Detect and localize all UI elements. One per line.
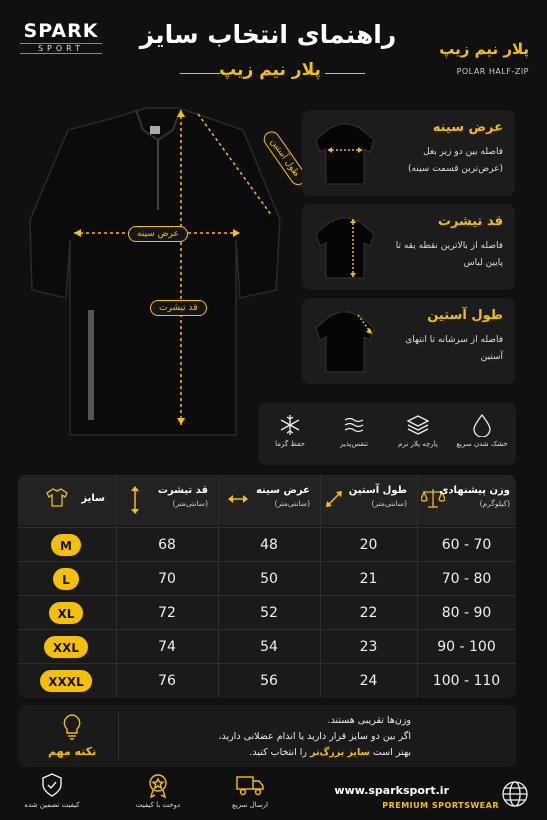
card-title: قد تیشرت <box>437 214 503 229</box>
footer-label: دوخت با کیفیت <box>135 801 181 809</box>
feature-label: تنفس‌پذیر <box>340 440 368 448</box>
header-label: وزن پیشنهادی (کیلوگرم) <box>439 485 510 508</box>
medal-icon <box>145 772 171 798</box>
card-desc: فاصله از سرشانه تا انتهای آستین <box>405 335 503 362</box>
diagonal-arrow-icon <box>324 489 344 509</box>
card-chest <box>302 110 515 196</box>
page-subtitle: پلار نیم زیپ <box>219 60 321 80</box>
shield-check-icon <box>39 772 65 798</box>
globe-icon <box>501 780 529 808</box>
note-highlight: سایز بزرگ‌تر <box>310 747 370 758</box>
truck-icon <box>235 772 265 798</box>
footer-label: کیفیت تضمین شده <box>24 801 80 809</box>
note-line: وزن‌ها تقریبی هستند. <box>327 715 411 726</box>
size-badge: XL <box>49 602 83 624</box>
cell-sleeve: 22 <box>359 605 378 621</box>
shirt-icon <box>18 100 298 445</box>
table-row <box>18 629 516 663</box>
page-title: راهنمای انتخاب سایز <box>139 20 397 49</box>
footer-item <box>12 772 92 809</box>
feature-label: خشک شدن سریع <box>456 440 508 448</box>
cell-chest: 56 <box>260 673 278 689</box>
features-bar <box>258 403 516 465</box>
header-chest <box>223 475 320 525</box>
note-line: بهتر است سایز بزرگ‌تر را انتخاب کنید. <box>249 747 411 758</box>
shirt-illustration <box>18 100 298 445</box>
tshirt-icon <box>46 487 68 507</box>
card-desc: فاصله بین دو زیر بغل (عرض‌ترین قسمت سینه) <box>408 147 503 174</box>
card-title: عرض سینه <box>432 120 503 135</box>
layers-icon <box>406 413 430 437</box>
cell-sleeve: 24 <box>359 673 378 689</box>
header-label: عرض سینه (سانتی‌متر) <box>255 485 310 508</box>
snowflake-icon <box>278 413 302 437</box>
cell-sleeve: 20 <box>359 537 378 553</box>
important-note <box>18 705 516 767</box>
cell-weight: 70 - 80 <box>441 571 492 587</box>
horizontal-arrow-icon <box>227 493 249 505</box>
product-name-fa: پلار نیم زیپ <box>439 40 529 58</box>
card-title: طول آستین <box>427 308 503 323</box>
cell-length: 70 <box>158 571 176 587</box>
vertical-arrow-icon <box>129 485 141 515</box>
table-row <box>18 595 516 629</box>
cell-chest: 54 <box>260 639 278 655</box>
header-weight <box>417 475 516 525</box>
header-sleeve <box>320 475 417 525</box>
header-length <box>121 475 218 525</box>
tagline: PREMIUM SPORTSWEAR <box>382 801 499 810</box>
footer <box>0 768 547 820</box>
cell-chest: 50 <box>260 571 278 587</box>
card-desc: فاصله از بالاترین نقطه یقه تا پایین لباس <box>395 241 503 268</box>
feature-item <box>450 403 514 465</box>
shirt-length-icon <box>308 210 382 284</box>
cell-weight: 90 - 100 <box>437 639 496 655</box>
note-line: اگر بین دو سایز قرار دارید یا اندام عضلانی دارید، <box>218 731 411 742</box>
feature-item <box>322 403 386 465</box>
product-name-en: POLAR HALF-ZIP <box>456 67 529 76</box>
shirt-chest-icon <box>308 116 382 190</box>
table-header <box>18 475 516 525</box>
website-link[interactable]: www.sparksport.ir <box>334 784 449 797</box>
size-badge: L <box>53 568 79 590</box>
table-row <box>18 561 516 595</box>
cell-length: 74 <box>158 639 176 655</box>
card-length <box>302 204 515 290</box>
drop-icon <box>470 413 494 437</box>
size-table <box>18 475 516 698</box>
cell-length: 76 <box>158 673 176 689</box>
footer-item <box>118 772 198 809</box>
sleeve-label: طول آستین <box>261 128 309 188</box>
table-row <box>18 663 516 697</box>
cell-sleeve: 21 <box>359 571 378 587</box>
note-text <box>81 713 411 761</box>
cell-length: 68 <box>158 537 176 553</box>
shirt-sleeve-icon <box>308 304 382 378</box>
header-label: طول آستین (سانتی‌متر) <box>348 485 407 508</box>
card-sleeve <box>302 298 515 384</box>
cell-sleeve: 23 <box>359 639 378 655</box>
cell-weight: 80 - 90 <box>441 605 492 621</box>
chest-label: عرض سینه <box>128 226 188 242</box>
wind-icon <box>342 413 366 437</box>
footer-label: ارسال سریع <box>231 801 269 809</box>
cell-weight: 100 - 110 <box>432 673 501 689</box>
brand-logo <box>20 20 102 54</box>
size-badge: XXXL <box>40 670 92 692</box>
table-row <box>18 527 516 561</box>
cell-weight: 60 - 70 <box>441 537 492 553</box>
length-label: قد تیشرت <box>150 300 207 316</box>
feature-label: پارچه پلار نرم <box>398 440 438 448</box>
header-label: سایز <box>81 493 105 504</box>
cell-chest: 52 <box>260 605 278 621</box>
brand-name: SPARK <box>23 20 99 42</box>
feature-item <box>386 403 450 465</box>
feature-label: حفظ گرما <box>275 440 305 448</box>
note-label: نکته مهم <box>48 745 97 758</box>
footer-item <box>210 772 290 809</box>
header-size <box>28 475 113 525</box>
brand-sub: SPORT <box>20 43 102 54</box>
cell-chest: 48 <box>260 537 278 553</box>
header-label: قد تیشرت (سانتی‌متر) <box>157 485 208 508</box>
feature-item <box>258 403 322 465</box>
size-badge: XXL <box>44 636 88 658</box>
size-badge: M <box>51 534 81 556</box>
cell-length: 72 <box>158 605 176 621</box>
